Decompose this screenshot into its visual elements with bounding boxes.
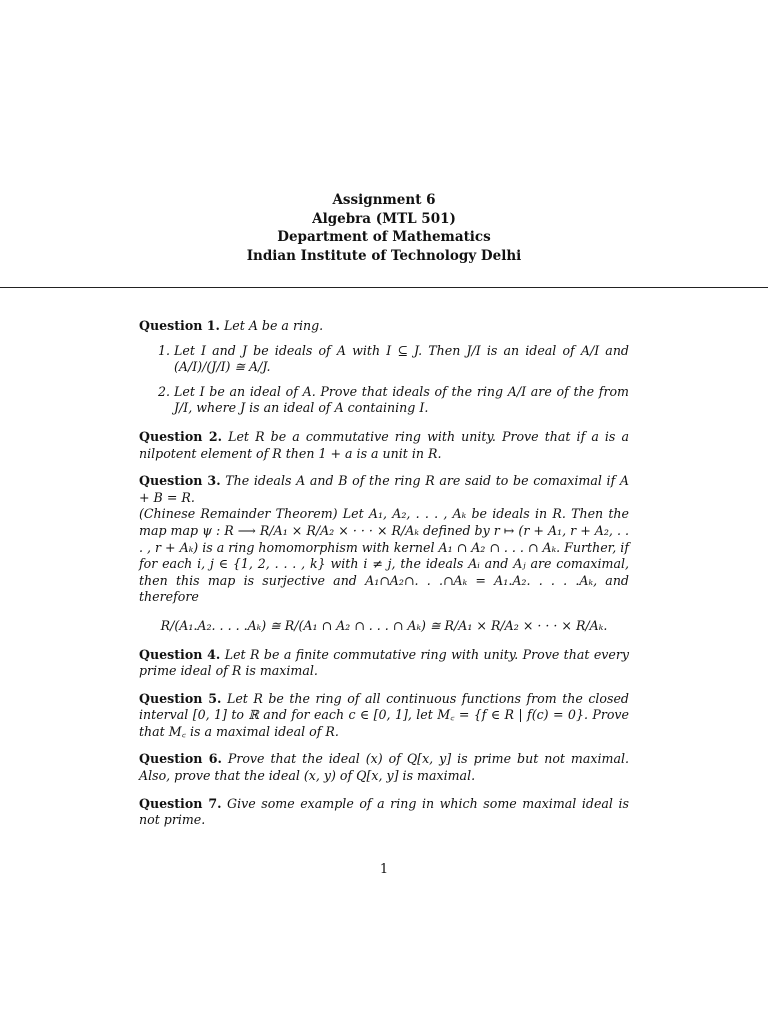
list-item-number: 2.	[158, 383, 171, 399]
page-number: 1	[379, 862, 389, 877]
question-label: Question 4.	[139, 646, 221, 662]
question-text: Let R be a commutative ring with unity. Prove that if a is a nilpotent element of R then 1 + a is a unit in R.	[139, 428, 629, 461]
list-item-text: Let I be an ideal of A. Prove that ideals of the ring A/I are of the from J/I, where J is an ideal of A containing I.	[174, 383, 629, 416]
list-item	[139, 384, 629, 417]
department-name: Department of Mathematics	[277, 229, 491, 245]
list-item-text: Let I and J be ideals of A with I ⊆ J. Then J/I is an ideal of A/I and (A/I)/(J/I) ≅ A/J.	[174, 342, 629, 375]
question-7	[139, 796, 629, 829]
header-divider	[0, 287, 768, 288]
question-1	[139, 318, 629, 417]
question-2	[139, 429, 629, 462]
questions-body	[139, 318, 629, 840]
question-text: Let R be the ring of all continuous functions from the closed interval [0, 1] to ℝ and for each c ∈ [0, 1], let M꜀ = {f ∈ R | f(c) = 0}. Prove that M꜀ is a maximal ideal of R.	[139, 690, 629, 739]
question-label: Question 2.	[139, 428, 223, 444]
question-5	[139, 691, 629, 741]
question-text: Give some example of a ring in which some maximal ideal is not prime.	[139, 795, 629, 828]
institute-name: Indian Institute of Technology Delhi	[246, 247, 522, 264]
question-label: Question 1.	[139, 318, 220, 333]
question-text: Let R be a finite commutative ring with unity. Prove that every prime ideal of R is maximal.	[139, 646, 629, 679]
crt-statement: (Chinese Remainder Theorem) Let A₁, A₂, . . . , Aₖ be ideals in R. Then the map map ψ : R ⟶ R/A₁ × R/A₂ × · · · × R/Aₖ defined by r ↦ (r + A₁, r + A₂, . . . , r + Aₖ) is a ring homomorphism with kernel A₁ ∩ A₂ ∩ . . . ∩ Aₖ. Further, if for each i, j ∈ {1, 2, . . . , k} with i ≠ j, the ideals Aᵢ and Aⱼ are comaximal, then this map is surjective and A₁∩A₂∩. . .∩Aₖ = A₁.A₂. . . . .Aₖ, and therefore	[139, 506, 629, 605]
assignment-title: Assignment 6	[332, 192, 436, 208]
question-4	[139, 647, 629, 680]
question-text: Let A be a ring.	[223, 318, 324, 333]
question-label: Question 6.	[139, 751, 222, 767]
course-title: Algebra (MTL 501)	[312, 210, 456, 227]
crt-display-equation: R/(A₁.A₂. . . . .Aₖ) ≅ R/(A₁ ∩ A₂ ∩ . . . ∩ Aₖ) ≅ R/A₁ × R/A₂ × · · · × R/Aₖ.	[160, 617, 608, 633]
question-text: The ideals A and B of the ring R are said to be comaximal if A + B = R.	[139, 473, 629, 505]
question-label: Question 7.	[139, 795, 222, 811]
question-text: Prove that the ideal (x) of Q[x, y] is prime but not maximal. Also, prove that the ideal (x, y) of Q[x, y] is maximal.	[139, 751, 629, 784]
list-item	[139, 343, 629, 376]
question-1-list	[139, 343, 629, 417]
document-header	[0, 191, 768, 265]
question-label: Question 3.	[139, 473, 221, 489]
question-6	[139, 751, 629, 784]
question-label: Question 5.	[139, 690, 222, 706]
question-3	[139, 473, 629, 634]
list-item-number: 1.	[158, 342, 171, 358]
